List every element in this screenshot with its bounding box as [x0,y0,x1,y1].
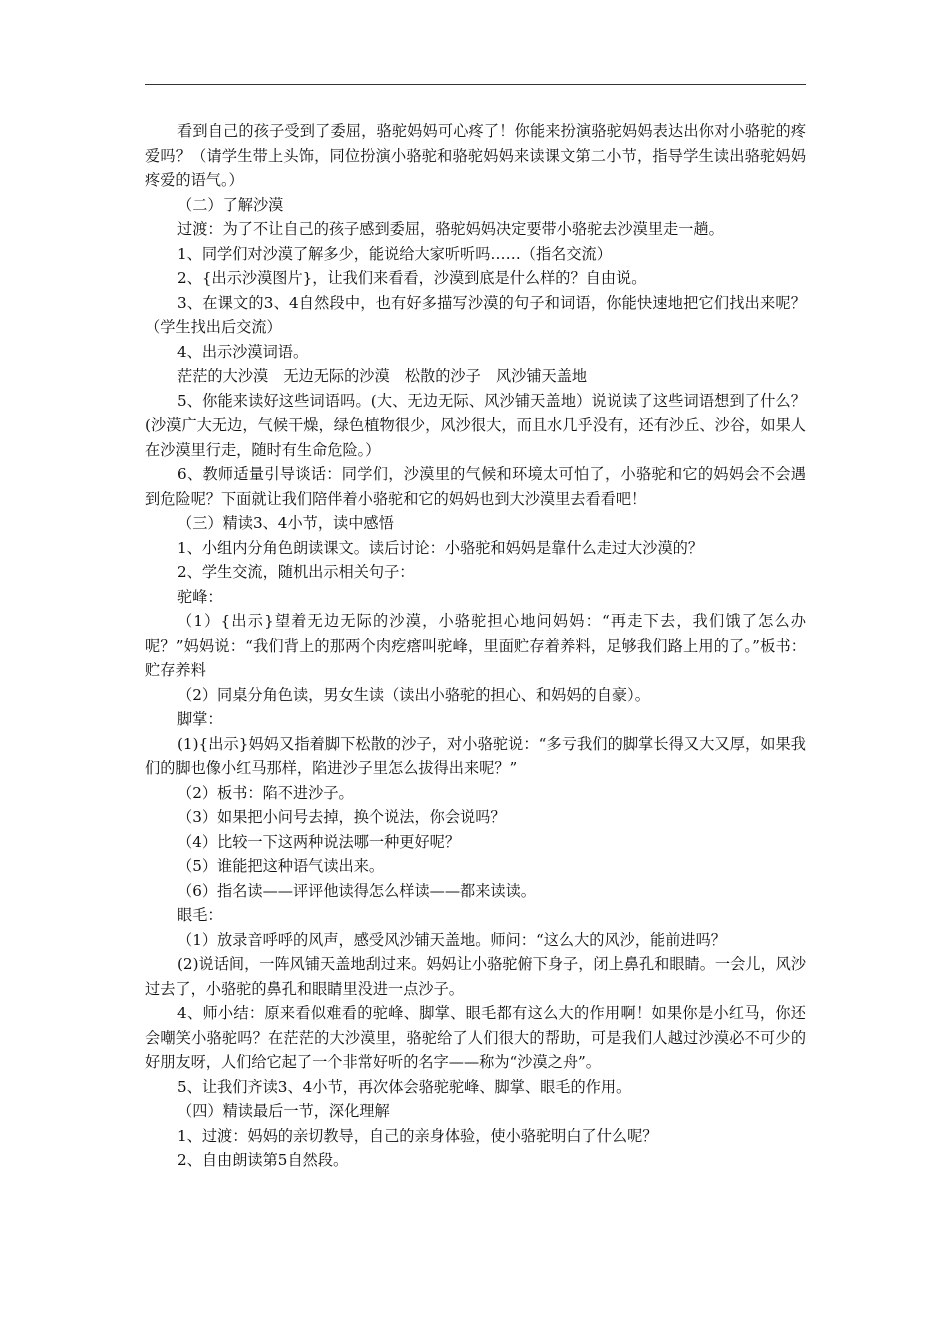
word-list: 茫茫的大沙漠 无边无际的沙漠 松散的沙子 风沙铺天盖地 [177,367,588,385]
paragraph: 2、学生交流，随机出示相关句子： [177,563,415,581]
paragraph: 4、师小结：原来看似难看的驼峰、脚掌、眼毛都有这么大的作用啊！如果你是小红马，你还会嘲笑小骆驼吗？在茫茫的大沙漠里，骆驼给了人们很大的帮助，可是我们人越过沙漠必不可少的好朋友呀，人们给它起了一个非常好听的名字——称为“沙漠之舟”。 [145,1004,806,1071]
paragraph: 4、出示沙漠词语。 [177,342,309,361]
paragraph: 6、教师适量引导谈话：同学们，沙漠里的气候和环境太可怕了，小骆驼和它的妈妈会不会遇到危险呢？下面就让我们陪伴着小骆驼和它的妈妈也到大沙漠里去看看吧！ [145,465,806,508]
paragraph: 1、过渡：妈妈的亲切教导，自己的亲身体验，使小骆驼明白了什么呢？ [177,1126,658,1145]
document-body [145,119,806,1173]
paragraph: （6）指名读——评评他读得怎么样读——都来读读。 [177,881,536,900]
paragraph: （2）板书：陷不进沙子。 [177,783,354,802]
paragraph: (1){出示}妈妈又指着脚下松散的沙子，对小骆驼说：“多亏我们的脚掌长得又大又厚，如果我们的脚也像小红马那样，陷进沙子里怎么拔得出来呢？” [145,734,806,777]
section-heading: （四）精读最后一节，深化理解 [177,1102,390,1120]
paragraph: （3）如果把小问号去掉，换个说法，你会说吗？ [177,808,506,826]
paragraph: 2、{出示沙漠图片}，让我们来看看，沙漠到底是什么样的？自由说。 [177,269,647,287]
paragraph: （2）同桌分角色读，男女生读（读出小骆驼的担心、和妈妈的自豪）。 [177,685,650,704]
paragraph: （1）放录音呼呼的风声，感受风沙铺天盖地。师问：“这么大的风沙，能前进吗？ [177,930,726,949]
sub-heading: 脚掌： [177,710,223,728]
paragraph: 3、在课文的3、4自然段中，也有好多描写沙漠的句子和词语，你能快速地把它们找出来呢？（学生找出后交流） [145,293,806,336]
section-heading: （二）了解沙漠 [177,195,284,214]
paragraph: 看到自己的孩子受到了委屈，骆驼妈妈可心疼了！你能来扮演骆驼妈妈表达出你对小骆驼的疼爱吗？（请学生带上头饰，同位扮演小骆驼和骆驼妈妈来读课文第二小节，指导学生读出骆驼妈妈疼爱的语气。） [145,122,806,189]
paragraph: (2)说话间，一阵风铺天盖地刮过来。妈妈让小骆驼俯下身子，闭上鼻孔和眼睛。一会儿，风沙过去了，小骆驼的鼻孔和眼睛里没进一点沙子。 [145,955,807,998]
paragraph: 5、让我们齐读3、4小节，再次体会骆驼驼峰、脚掌、眼毛的作用。 [177,1077,632,1096]
paragraph: 2、自由朗读第5自然段。 [177,1151,349,1169]
paragraph: 1、同学们对沙漠了解多少，能说给大家听听吗……（指名交流） [177,244,612,263]
paragraph: （4）比较一下这两种说法哪一种更好呢？ [177,832,461,851]
section-heading: （三）精读3、4小节，读中感悟 [177,514,394,532]
paragraph: 5、你能来读好这些词语吗。(大、无边无际、风沙铺天盖地）说说读了这些词语想到了什么？(沙漠广大无边，气候干燥，绿色植物很少，风沙很大，而且水几乎没有，还有沙丘、沙谷，如果人在沙漠里行走，随时有生命危险。） [145,391,806,459]
sub-heading: 驼峰： [177,587,223,606]
header-rule [145,84,806,85]
paragraph: （1）{出示}望着无边无际的沙漠，小骆驼担心地问妈妈：“再走下去，我们饿了怎么办呢？”妈妈说：“我们背上的那两个肉疙瘩叫驼峰，里面贮存着养料，足够我们路上用的了。”板书：贮存养料 [145,612,806,679]
paragraph: （5）谁能把这种语气读出来。 [177,857,385,875]
sub-heading: 眼毛： [177,906,223,924]
paragraph: 1、小组内分角色朗读课文。读后讨论：小骆驼和妈妈是靠什么走过大沙漠的？ [177,538,704,557]
paragraph: 过渡：为了不让自己的孩子感到委屈，骆驼妈妈决定要带小骆驼去沙漠里走一趟。 [177,220,724,238]
